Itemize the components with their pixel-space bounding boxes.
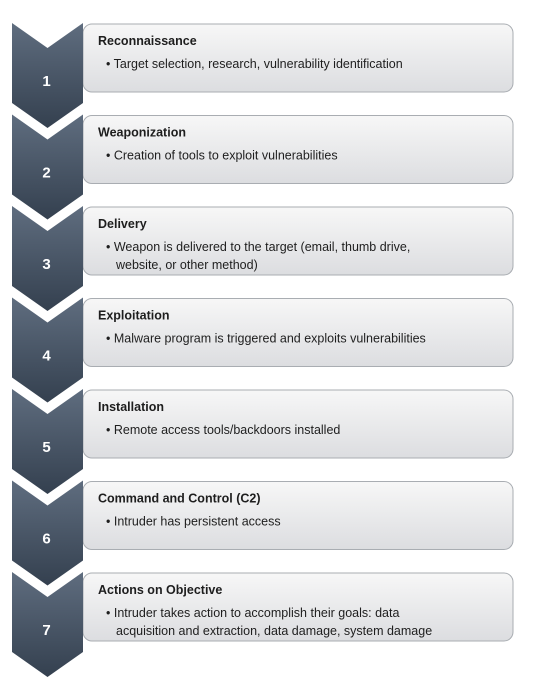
stage-description-line: • Malware program is triggered and exploits vulnerabilities bbox=[106, 331, 426, 346]
stage-3 bbox=[12, 206, 513, 311]
stage-title: Reconnaissance bbox=[98, 34, 197, 48]
stage-title: Installation bbox=[98, 400, 164, 414]
stage-2 bbox=[12, 115, 513, 220]
stage-number: 6 bbox=[42, 530, 51, 548]
stage-title: Exploitation bbox=[98, 308, 170, 323]
stages-layer bbox=[12, 23, 513, 677]
stage-description-line: • Intruder takes action to accomplish their goals: data bbox=[106, 606, 400, 620]
stage-title: Command and Control (C2) bbox=[98, 491, 261, 506]
stage-7 bbox=[12, 572, 513, 677]
stage-description-line: website, or other method) bbox=[116, 258, 258, 272]
stage-title: Actions on Objective bbox=[98, 583, 223, 597]
stage-description-line: • Target selection, research, vulnerability identification bbox=[106, 57, 403, 71]
stage-description-line: • Remote access tools/backdoors installed bbox=[106, 423, 341, 437]
stage-number: 2 bbox=[42, 164, 51, 182]
stage-number: 3 bbox=[42, 256, 51, 273]
stage-number: 7 bbox=[42, 622, 51, 639]
stage-4 bbox=[12, 298, 513, 403]
stage-description-line: acquisition and extraction, data damage, system damage bbox=[116, 624, 433, 638]
stage-6 bbox=[12, 481, 513, 586]
stage-1 bbox=[12, 23, 513, 128]
stage-description-line: • Intruder has persistent access bbox=[106, 514, 281, 529]
stage-title: Delivery bbox=[98, 217, 147, 231]
stage-description-line: • Weapon is delivered to the target (email, thumb drive, bbox=[106, 240, 411, 254]
stage-number: 4 bbox=[42, 347, 51, 365]
stage-description-line: • Creation of tools to exploit vulnerabilities bbox=[106, 148, 338, 163]
stage-number: 5 bbox=[42, 439, 51, 456]
stage-5 bbox=[12, 389, 513, 494]
stage-title: Weaponization bbox=[98, 125, 186, 140]
stage-number: 1 bbox=[42, 73, 51, 90]
